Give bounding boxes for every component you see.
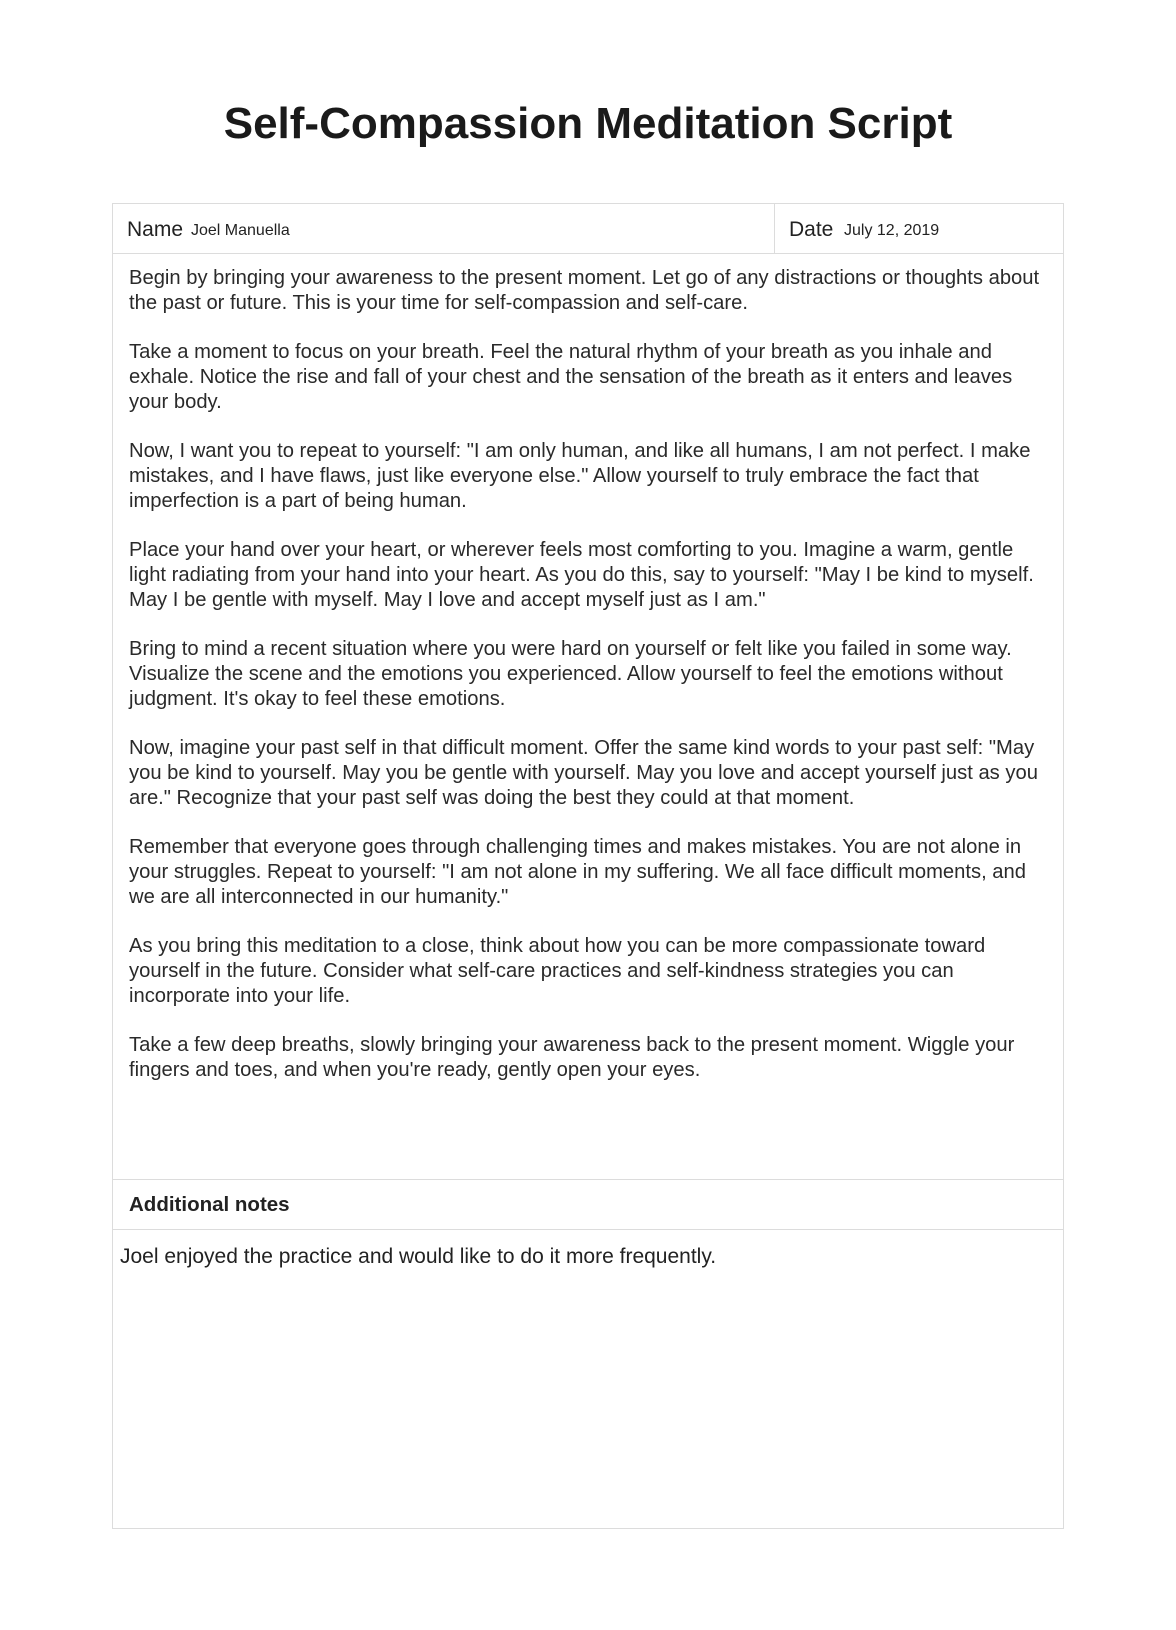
notes-text[interactable]: Joel enjoyed the practice and would like to do it more frequently.: [120, 1245, 717, 1268]
page-title: Self-Compassion Meditation Script: [223, 99, 953, 148]
script-paragraph: Now, imagine your past self in that difficult moment. Offer the same kind words to your past self: "May you be kind to yourself. May you be gentle with yourself. May you love and accept yourself just as you are." Recognize that your past self was doing the best they could at that moment.: [129, 737, 1038, 809]
script-paragraph: Now, I want you to repeat to yourself: "I am only human, and like all humans, I am not perfect. I make mistakes, and I have flaws, just like everyone else." Allow yourself to truly embrace the fact that imperfection is a part of being human.: [129, 440, 1031, 512]
notes-label: Additional notes: [129, 1193, 290, 1216]
name-label: Name: [127, 218, 184, 241]
script-paragraph: Take a moment to focus on your breath. Feel the natural rhythm of your breath as you inhale and exhale. Notice the rise and fall of your chest and the sensation of the breath as it enters and leaves your body.: [129, 341, 1013, 413]
meditation-form: [112, 203, 1064, 1529]
name-field[interactable]: [113, 204, 775, 253]
script-paragraph: Remember that everyone goes through challenging times and makes mistakes. You are not alone in your struggles. Repeat to yourself: "I am not alone in my suffering. We all face difficult moments, and we are all interconnected in our humanity.": [129, 836, 1026, 908]
script-paragraph: As you bring this meditation to a close, think about how you can be more compassionate toward yourself in the future. Consider what self-care practices and self-kindness strategies you can incorporate into your life.: [129, 935, 986, 1007]
script-paragraph: Place your hand over your heart, or wherever feels most comforting to you. Imagine a warm, gentle light radiating from your hand into your heart. As you do this, say to yourself: "May I be kind to myself. May I be gentle with myself. May I love and accept myself just as I am.": [129, 539, 1034, 611]
notes-header: [113, 1179, 1063, 1230]
date-field[interactable]: [775, 204, 1063, 253]
script-body: [129, 266, 1049, 1107]
script-paragraph: Begin by bringing your awareness to the present moment. Let go of any distractions or thoughts about the past or future. This is your time for self-compassion and self-care.: [129, 267, 1040, 314]
date-value: July 12, 2019: [844, 222, 940, 239]
client-info-row: [113, 204, 1063, 254]
script-paragraph: Take a few deep breaths, slowly bringing your awareness back to the present moment. Wiggle your fingers and toes, and when you're ready, gently open your eyes.: [129, 1034, 1015, 1081]
name-value: Joel Manuella: [191, 222, 290, 239]
script-paragraph: Bring to mind a recent situation where you were hard on yourself or felt like you failed in some way. Visualize the scene and the emotions you experienced. Allow yourself to feel the emotions without judgment. It's okay to feel these emotions.: [129, 638, 1012, 710]
date-label: Date: [789, 218, 834, 241]
